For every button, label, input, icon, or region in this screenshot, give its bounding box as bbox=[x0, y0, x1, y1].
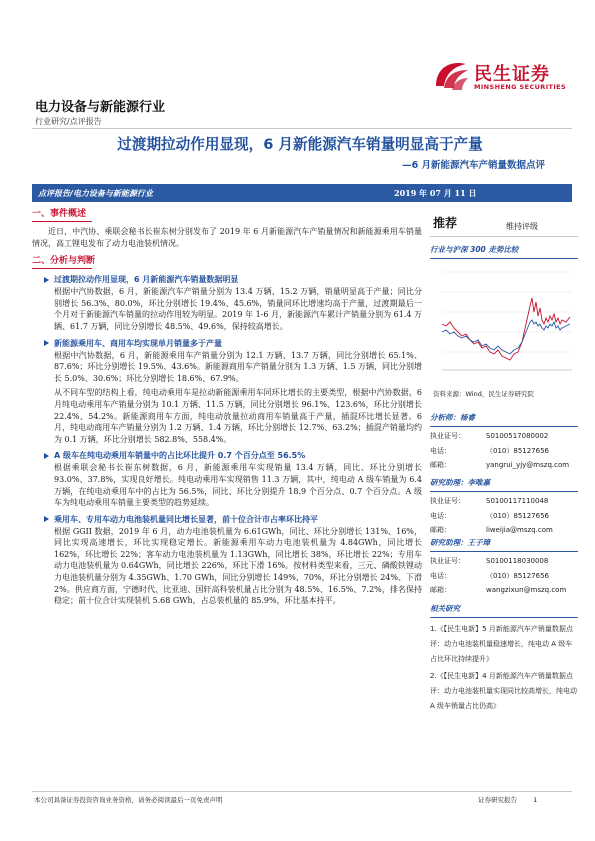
divider bbox=[430, 258, 578, 259]
related-research bbox=[430, 603, 578, 714]
divider bbox=[430, 426, 578, 427]
footer-right bbox=[478, 795, 537, 804]
section-heading: 二、分析与判断 bbox=[32, 256, 96, 267]
section-rule bbox=[32, 221, 92, 222]
bullet-heading: 乘用车、专用车动力电池装机量同比增长显著，前十位合计市占率环比持平 bbox=[32, 513, 422, 526]
bullet-heading: 过渡期拉动作用显现，6 月新能源汽车销量数据明显 bbox=[32, 273, 422, 286]
analyst-title: 分析师：杨睿 bbox=[430, 413, 475, 422]
bullet-heading: A 级车在纯电动乘用车销量中的占比环比提升 0.7 个百分点至 56.5% bbox=[32, 449, 422, 462]
license-row: 执业证号： S0100117110048 bbox=[430, 497, 549, 505]
industry-name: 电力设备与新能源行业 bbox=[35, 100, 166, 115]
bullet-heading: 新能源乘用车、商用车均实现单月销量多于产量 bbox=[32, 337, 422, 350]
paragraph: 近日，中汽协、乘联会秘书长崔东树分别发布了 2019 年 6 月新能源汽车产销量情况和新能源乘用车销量情况，高工锂电发布了动力电池装机情况。 bbox=[32, 227, 422, 248]
section-rule bbox=[32, 268, 92, 269]
email-row[interactable]: 邮箱： yangrui_yjy@mszq.com bbox=[430, 461, 570, 469]
email-row[interactable]: 邮箱： wangzixun@mszq.com bbox=[430, 586, 567, 594]
logo-text-cn: 民生证券 bbox=[474, 64, 550, 85]
footer-label: 证券研究报告 bbox=[478, 796, 517, 804]
paragraph: 根据中汽协数据，6 月，新能源汽车产销量分别为 13.4 万辆、15.2 万辆，销量明显高于产量；同比分别增长 56.3%、80.0%，环比分别增长 19.4%、45.6%，销量同环比增速均高于产量，过渡期最后一个月对于新能源汽车销量的拉动作用较为明显。2019 年 1-6 月，新能源汽车累计产销量分别为 61.4 万辆、61.7 万辆，同比分别增长 48.5%、49.6%，保持较高增长。 bbox=[54, 287, 422, 331]
divider bbox=[430, 236, 578, 237]
divider bbox=[430, 491, 578, 492]
page-subtitle: —6 月新能源汽车产销量数据点评 bbox=[402, 160, 545, 171]
assistant-block-2 bbox=[430, 537, 578, 598]
phone-row: 电话： （010）85127656 bbox=[430, 446, 549, 455]
license-row: 执业证号： S0100517080002 bbox=[430, 432, 549, 440]
chart-source: 资料来源：Wind，民生证券研究院 bbox=[433, 390, 534, 398]
phone-row: 电话： （010）85127656 bbox=[430, 571, 549, 580]
page-title: 过渡期拉动作用显现，6 月新能源汽车销量明显高于产量 bbox=[117, 136, 483, 153]
recommendation-label: 推荐 bbox=[433, 216, 458, 230]
divider bbox=[430, 617, 578, 618]
divider bbox=[430, 551, 578, 552]
footer-disclaimer: 本公司具备证券投资咨询业务资格，请务必阅读最后一页免责声明 bbox=[34, 796, 223, 804]
related-item[interactable]: 2.《【民生电新】4 月新能源汽车产销量数据点评：动力电池装机量实现同比较高增长，纯电动 A 级车销量占比仍高》 bbox=[430, 672, 577, 710]
minsheng-logo-icon bbox=[432, 58, 470, 92]
page-number: 1 bbox=[533, 796, 538, 804]
related-title: 相关研究 bbox=[430, 604, 460, 613]
report-type: 行业研究/点评报告 bbox=[35, 117, 102, 126]
trend-chart-image bbox=[432, 262, 576, 384]
header-divider bbox=[32, 128, 572, 129]
chart-header bbox=[430, 244, 578, 259]
related-item[interactable]: 1.《【民生电新】5 月新能源汽车产销量数据点评：动力电池装机量稳速增长，纯电动 A 级车占比环比持续提升》 bbox=[430, 625, 573, 663]
logo-text-en: MINSHENG SECURITIES bbox=[474, 83, 567, 91]
license-row: 执业证号： S0100118030008 bbox=[430, 557, 549, 565]
email-row[interactable]: 邮箱： liweijia@mszq.com bbox=[430, 526, 553, 534]
assistant-title: 研究助理：李唯嘉 bbox=[430, 478, 490, 487]
assistant-title: 研究助理：王子璋 bbox=[430, 538, 490, 547]
paragraph: 根据 GGII 数据，2019 年 6 月，动力电池装机量为 6.61GWh，同比、环比分别增长 131%、16%，同比实现高速增长，环比实现稳定增长。新能源乘用车动力电池装机量为 4.84GWh，同比增长 162%，环比增长 22%；客车动力电池装机量为 1.13GWh，同比增长 38%，环比增长 22%；专用车动力电池装机量为 0.64GWh，同比增长 226%，环比下滑 16%。按材料类型来看，三元、磷酸铁锂动力电池装机量分别为 4.35GWh、1.70 GWh，同比分别增长 149%、70%，环比分别增长 24%、下滑 2%。供应商方面，宁德时代、比亚迪、国轩高科装机量占比分别为 48.5%、16.5%、7.2%，排名保持稳定；前十位合计实现装机 5.68 GWh，占总装机量的 85.9%，环比基本持平。 bbox=[54, 526, 422, 606]
report-date: 2019 年 07 月 11 日 bbox=[394, 188, 477, 198]
assistant-block-1 bbox=[430, 477, 578, 538]
analyst-block bbox=[430, 412, 578, 473]
section-heading: 一、事件概述 bbox=[32, 209, 87, 219]
category-label: 点评报告/电力设备与新能源行业 bbox=[38, 189, 153, 198]
rating-label: 维持评级 bbox=[506, 222, 538, 231]
main-content bbox=[32, 207, 422, 607]
paragraph: 根据乘联会秘书长崔东树数据，6 月，新能源乘用车实现销量 13.4 万辆，同比、环比分别增长 93.0%、37.8%，实现良好增长。纯电动乘用车实现销售 11.3 万辆，其中，纯电动 A 级车销量为 6.4 万辆，在纯电动乘用车中的占比为 56.5%，同比、环比分别提升 18.9 个百分点、0.7 个百分点。A 级车为纯电动乘用车销量主要类型的趋势延续。 bbox=[54, 463, 422, 508]
footer-divider bbox=[32, 791, 572, 792]
chart-title: 行业与沪深 300 走势比较 bbox=[430, 245, 519, 254]
paragraph: 从不同车型的结构上看，纯电动乘用车是拉动新能源乘用车同环比增长的主要类型，根据中汽协数据，6 月纯电动乘用车产销量分别为 10.1 万辆、11.5 万辆，同比分别增长 96.1%、123.6%，环比分别增长 22.4%、54.2%。新能源商用车方面，纯电动放量拉动商用车销量高于产量，插混环比增长显著。6 月，纯电动商用车产销量分别为 1.2 万辆、1.4 万辆，环比分别增长 12.7%、63.2%；插混产销量均约为 0.1 万辆，环比分别增长 582.8%、558.4%。 bbox=[54, 388, 422, 444]
phone-row: 电话： （010）85127656 bbox=[430, 511, 549, 520]
paragraph: 根据中汽协数据，6 月，新能源乘用车产销量分别为 12.1 万辆、13.7 万辆，同比分别增长 65.1%、87.6%；环比分别增长 19.5%、43.6%。新能源商用车产销量分别为 1.3 万辆、1.5 万辆，同比分别增长 5.0%、30.6%；环比分别增长 18.6%、67.9%。 bbox=[54, 350, 422, 383]
